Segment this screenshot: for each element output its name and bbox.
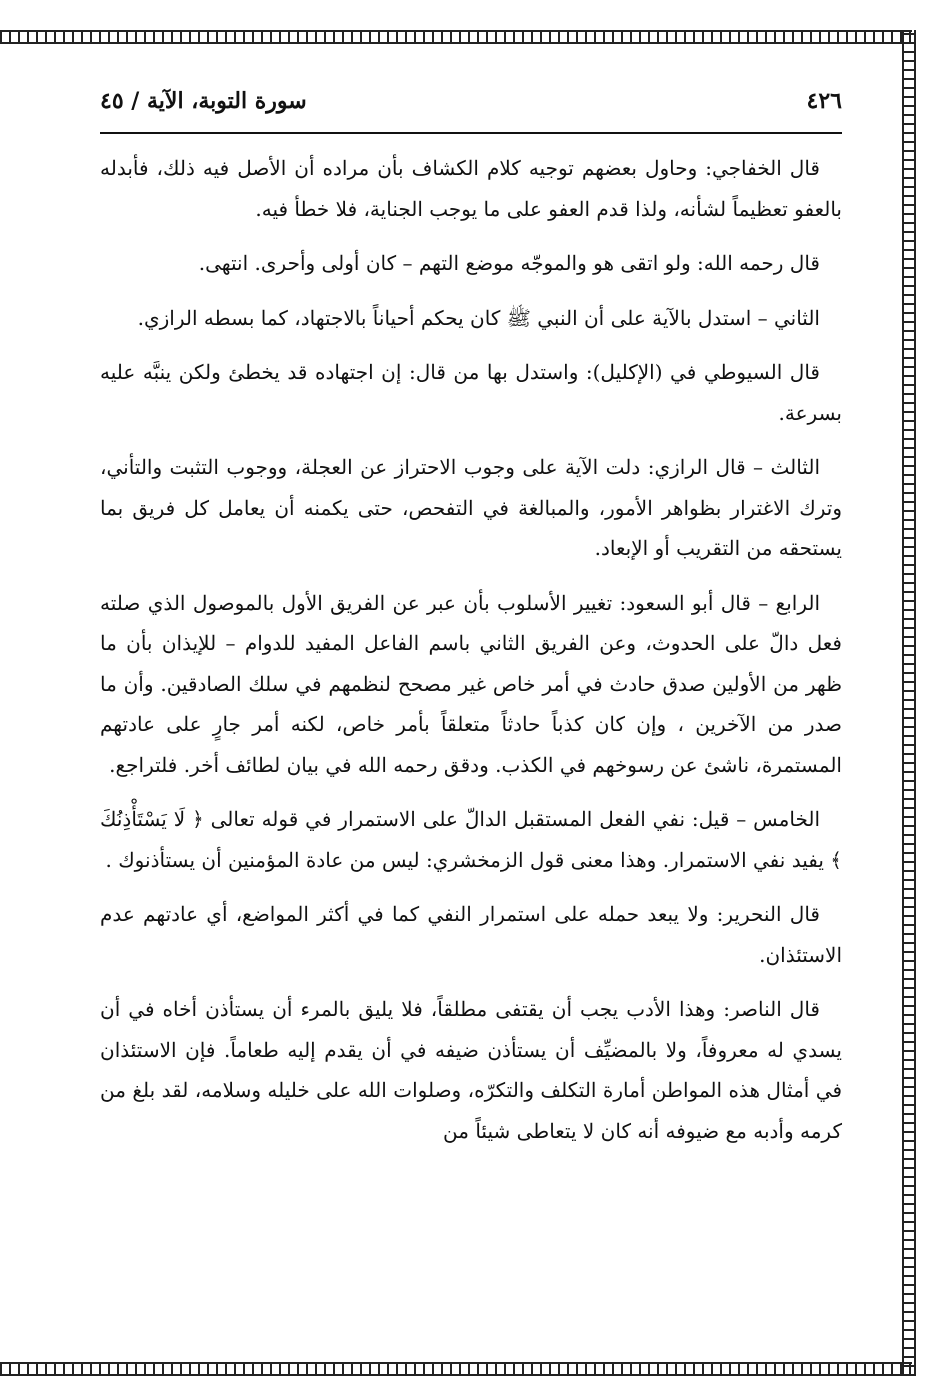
paragraph: الثاني – استدل بالآية على أن النبي ﷺ كان يحكم أحياناً بالاجتهاد، كما بسطه الرازي. [137, 305, 820, 330]
header-rule [100, 132, 842, 134]
page-header [100, 88, 842, 128]
paragraph: قال النحرير: ولا يبعد حمله على استمرار النفي كما في أكثر المواضع، أي عادتهم عدم الاستئذان. [100, 902, 842, 967]
page-body [100, 148, 842, 1165]
decorative-border-top [0, 30, 912, 44]
paragraph: قال الناصر: وهذا الأدب يجب أن يقتفى مطلقاً، فلا يليق بالمرء أن يستأذن أخاه في أن يسدي له معروفاً، ولا بالمضيِّف أن يستأذن ضيفه في أن يقدم إليه طعاماً. فإن الاستئذان في أمثال هذه المواطن أمارة التكلف والتكرّه، وصلوات الله على خليله وسلامه، لقد بلغ من كرمه وأدبه مع ضيوفه أنه كان لا يتعاطى شيئاً من [100, 997, 842, 1143]
paragraph: قال السيوطي في (الإكليل): واستدل بها من قال: إن اجتهاده قد يخطئ ولكن ينبَّه عليه بسرعة. [100, 360, 842, 425]
decorative-border-right [902, 30, 916, 1376]
paragraph: الثالث – قال الرازي: دلت الآية على وجوب الاحتراز عن العجلة، ووجوب التثبت والتأني، وترك الاغترار بظواهر الأمور، والمبالغة في التفحص، حتى يكمنه أن يعامل كل فريق بما يستحقه من التقريب أو الإبعاد. [100, 455, 842, 560]
paragraph: الرابع – قال أبو السعود: تغيير الأسلوب بأن عبر عن الفريق الأول بالموصول الذي صلته فعل دالّ على الحدوث، وعن الفريق الثاني باسم الفاعل المفيد للدوام – للإيذان بأن ما ظهر من الأولين صدق حادث في أمر خاص غير مصحح لنظمهم في سلك الصادقين. وأن ما صدر من الآخرين ، وإن كان كذباً حادثاً متعلقاً بأمر خاص، لكنه أمر جارٍ على عادتهم المستمرة، ناشئ عن رسوخهم في الكذب. ودقق رحمه الله في بيان لطائف أخر. فلتراجع. [100, 590, 842, 777]
decorative-border-bottom [0, 1362, 912, 1376]
page-number: ٤٢٦ [806, 88, 842, 114]
running-title: سورة التوبة، الآية / ٤٥ [100, 88, 307, 114]
paragraph: الخامس – قيل: نفي الفعل المستقبل الدالّ على الاستمرار في قوله تعالى ﴿ لَا يَسْتَأْذِنُكَ ﴾ يفيد نفي الاستمرار. وهذا معنى قول الزمخشري: ليس من عادة المؤمنين أن يستأذنوك . [100, 807, 842, 872]
paragraph: قال رحمه الله: ولو اتقى هو والموجّه موضع التهم – كان أولى وأحرى. انتهى. [198, 251, 820, 275]
paragraph: قال الخفاجي: وحاول بعضهم توجيه كلام الكشاف بأن مراده أن الأصل فيه ذلك، فأبدله بالعفو تعظيماً لشأنه، ولذا قدم العفو على ما يوجب الجناية، فلا خطأ فيه. [100, 156, 842, 221]
